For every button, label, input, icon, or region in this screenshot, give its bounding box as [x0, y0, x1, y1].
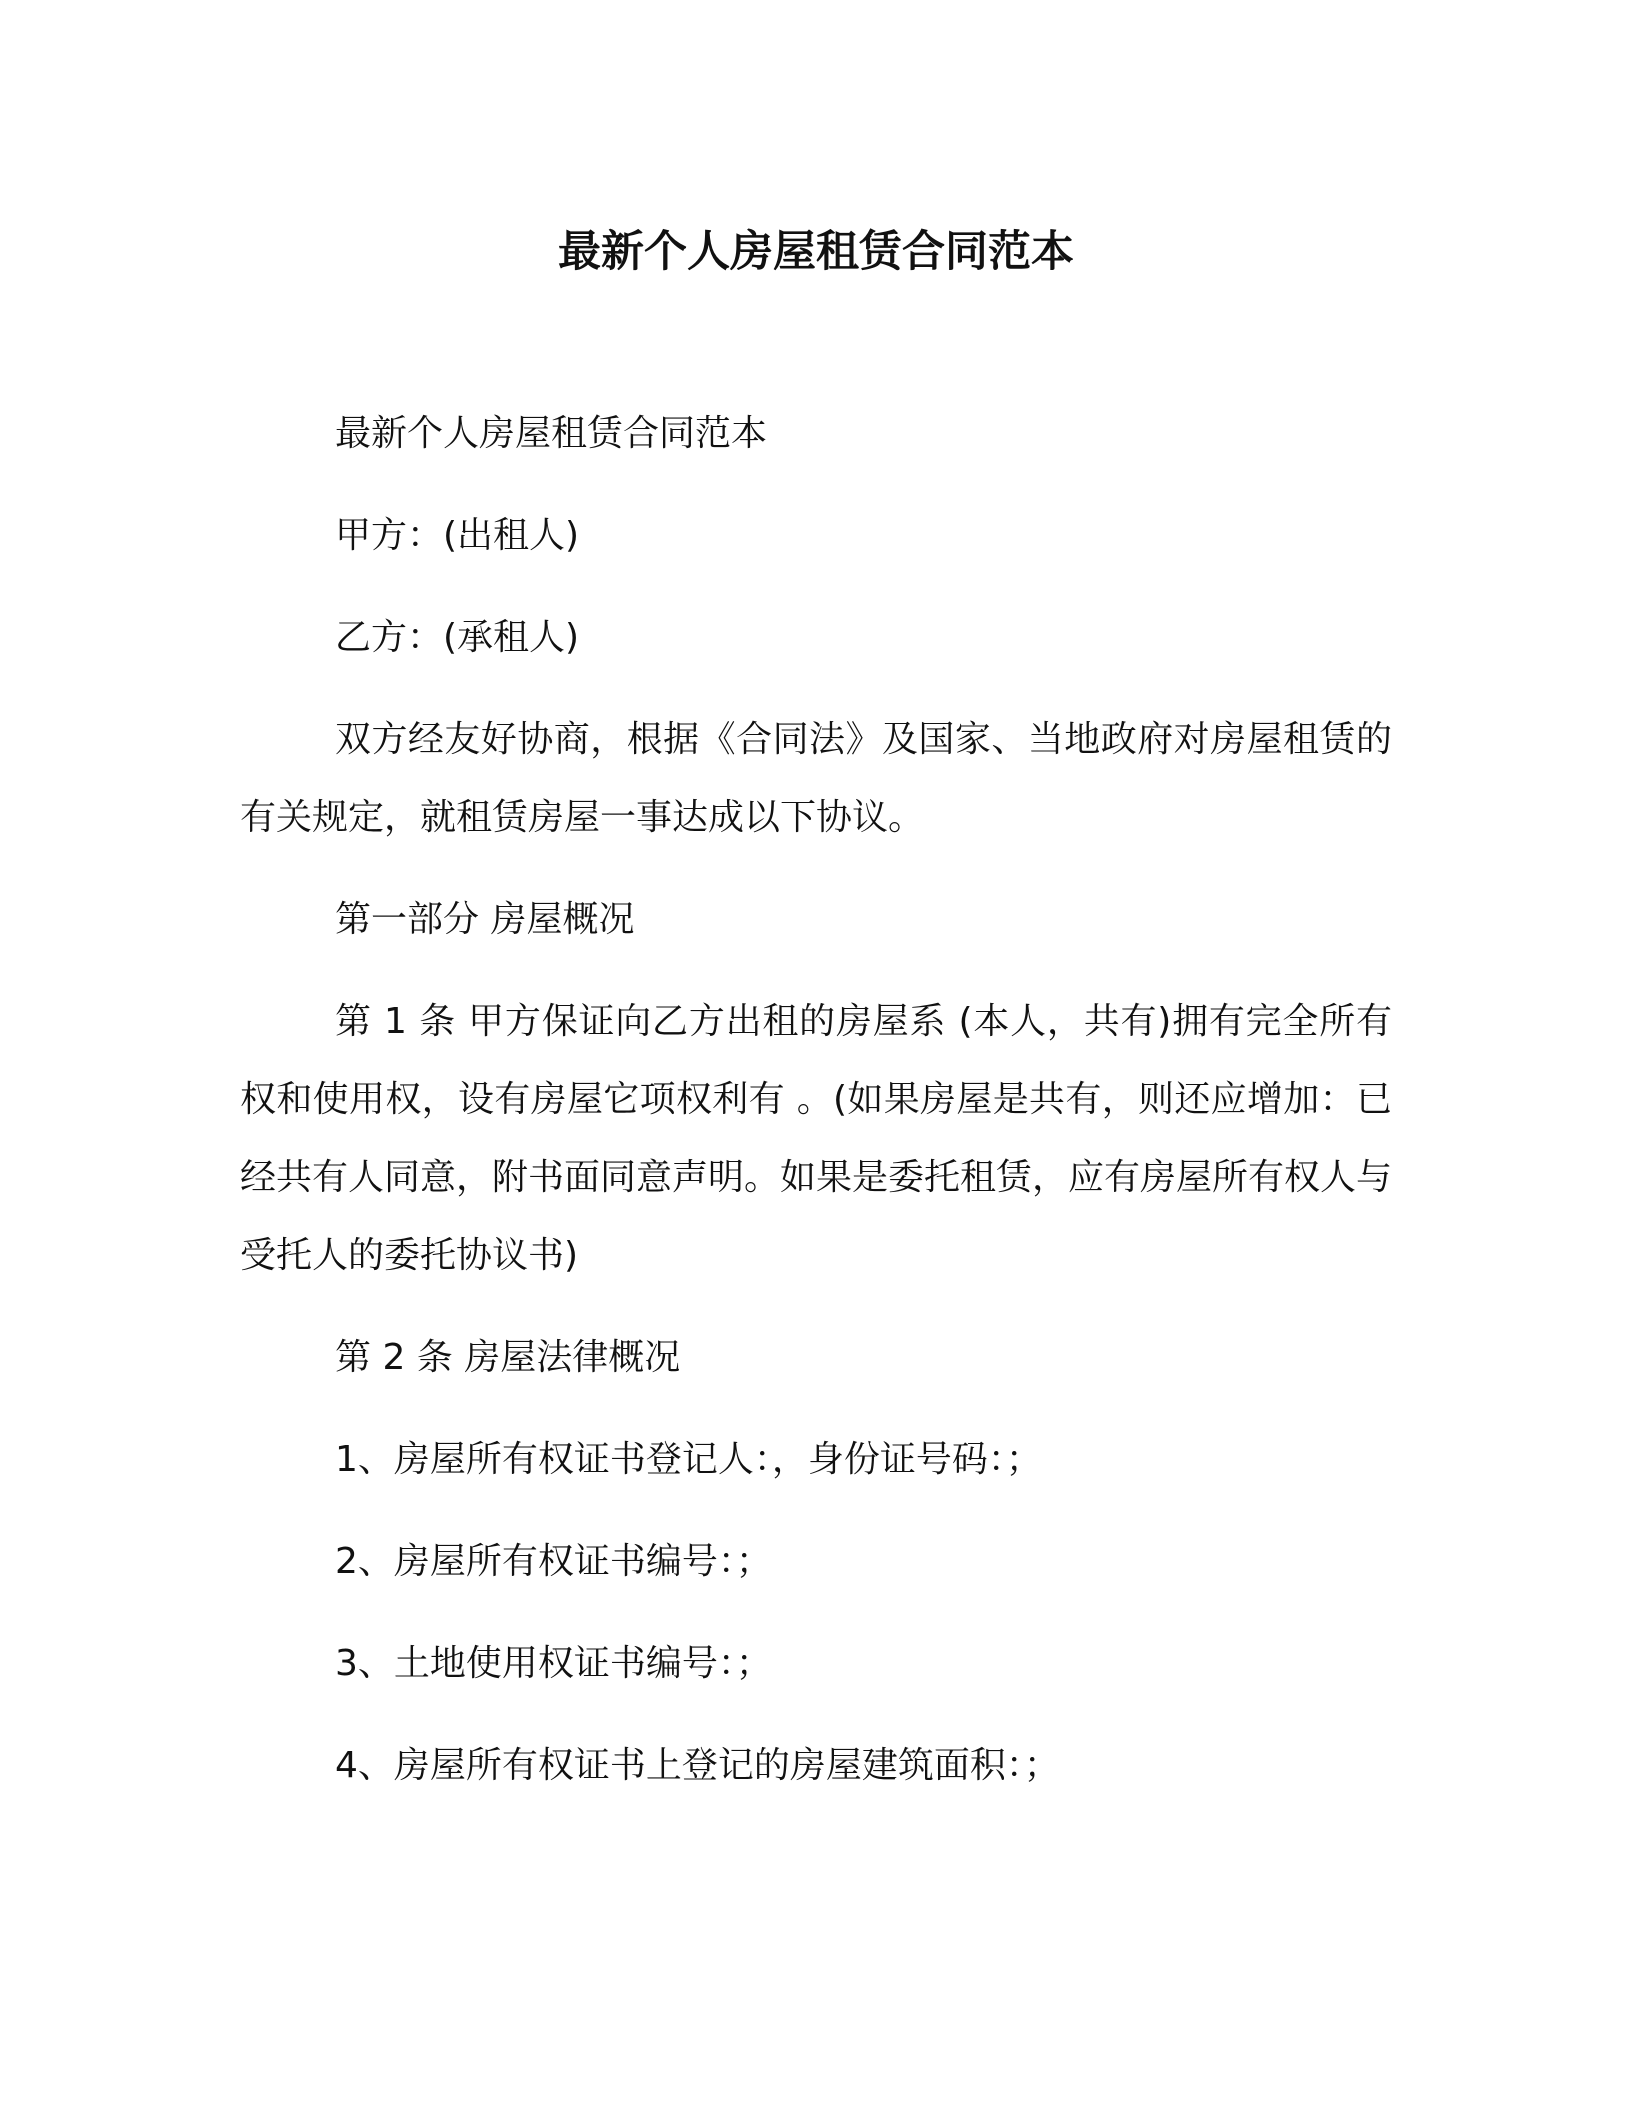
paragraph-item-4: 4、房屋所有权证书上登记的房屋建筑面积：； [335, 1745, 1060, 1786]
paragraph-subtitle: 最新个人房屋租赁合同范本 [335, 413, 768, 454]
paragraph-party-b: 乙方：(承租人) [335, 617, 580, 658]
paragraph-part-one-heading: 第一部分 房屋概况 [335, 899, 635, 940]
paragraph-preamble: 双方经友好协商，根据《合同法》及国家、当地政府对房屋租赁的有关规定，就租赁房屋一事达成以下协议。 [240, 719, 1392, 838]
paragraph-article-2-heading: 第 2 条 房屋法律概况 [335, 1337, 681, 1378]
document-title: 最新个人房屋租赁合同范本 [558, 227, 1074, 277]
paragraph-item-2: 2、房屋所有权证书编号：； [335, 1541, 772, 1582]
paragraph-item-1: 1、房屋所有权证书登记人：，身份证号码：； [335, 1439, 1042, 1480]
paragraph-party-a: 甲方：(出租人) [335, 515, 580, 556]
paragraph-item-3: 3、土地使用权证书编号：； [335, 1643, 772, 1684]
paragraph-article-1: 第 1 条 甲方保证向乙方出租的房屋系 (本人，共有)拥有完全所有权和使用权，设有房屋它项权利有 。(如果房屋是共有，则还应增加：已经共有人同意，附书面同意声明。如果是委托租赁，应有房屋所有权人与受托人的委托协议书) [240, 1001, 1393, 1276]
